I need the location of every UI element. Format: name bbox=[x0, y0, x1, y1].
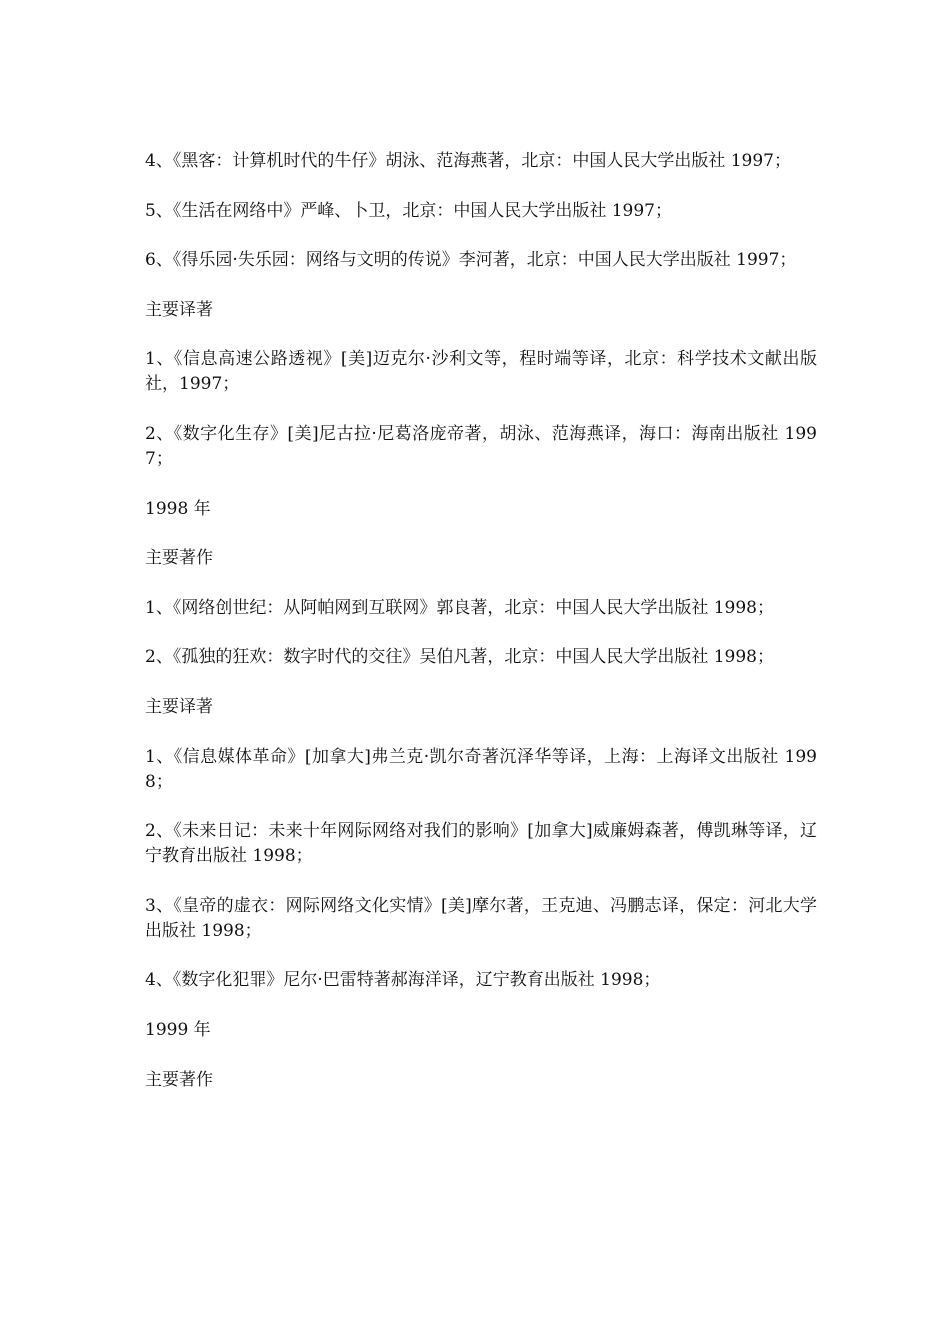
section-heading-works-1999: 主要著作 bbox=[145, 1069, 213, 1090]
paragraph-translation-1998-1: 1、《信息媒体革命》[加拿大]弗兰克·凯尔奇著沉泽华等译，上海：上海译文出版社 1998； bbox=[145, 746, 817, 792]
paragraph-translation-1998-3: 3、《皇帝的虚衣：网际网络文化实情》[美]摩尔著，王克迪、冯鹏志译，保定：河北大学出版社 1998； bbox=[145, 895, 817, 941]
section-heading-translations-1998: 主要译著 bbox=[145, 696, 213, 717]
year-heading-1999: 1999 年 bbox=[145, 1019, 211, 1040]
paragraph-item-6: 6、《得乐园·失乐园：网络与文明的传说》李河著，北京：中国人民大学出版社 1997； bbox=[145, 250, 797, 271]
paragraph-translation-2: 2、《数字化生存》[美]尼古拉·尼葛洛庞帝著，胡泳、范海燕译，海口：海南出版社 1997； bbox=[145, 423, 817, 469]
paragraph-translation-1998-2: 2、《未来日记：未来十年网际网络对我们的影响》[加拿大]威廉姆森著，傅凯琳等译，辽宁教育出版社 1998； bbox=[145, 821, 817, 867]
paragraph-work-2: 2、《孤独的狂欢：数字时代的交往》吴伯凡著，北京：中国人民大学出版社 1998； bbox=[145, 647, 774, 668]
paragraph-work-1: 1、《网络创世纪：从阿帕网到互联网》郭良著，北京：中国人民大学出版社 1998； bbox=[145, 597, 774, 618]
section-heading-works: 主要著作 bbox=[145, 548, 213, 569]
paragraph-translation-1998-4: 4、《数字化犯罪》尼尔·巴雷特著郝海洋译，辽宁教育出版社 1998； bbox=[145, 970, 661, 991]
document-body bbox=[145, 149, 817, 1117]
paragraph-item-5: 5、《生活在网络中》严峰、卜卫，北京：中国人民大学出版社 1997； bbox=[145, 200, 672, 221]
year-heading-1998: 1998 年 bbox=[145, 498, 211, 519]
section-heading-translations: 主要译著 bbox=[145, 299, 213, 320]
paragraph-translation-1: 1、《信息高速公路透视》[美]迈克尔·沙利文等，程时端等译，北京：科学技术文献出版社，1997； bbox=[145, 349, 817, 395]
paragraph-item-4: 4、《黑客：计算机时代的牛仔》胡泳、范海燕著，北京：中国人民大学出版社 1997； bbox=[145, 151, 791, 171]
